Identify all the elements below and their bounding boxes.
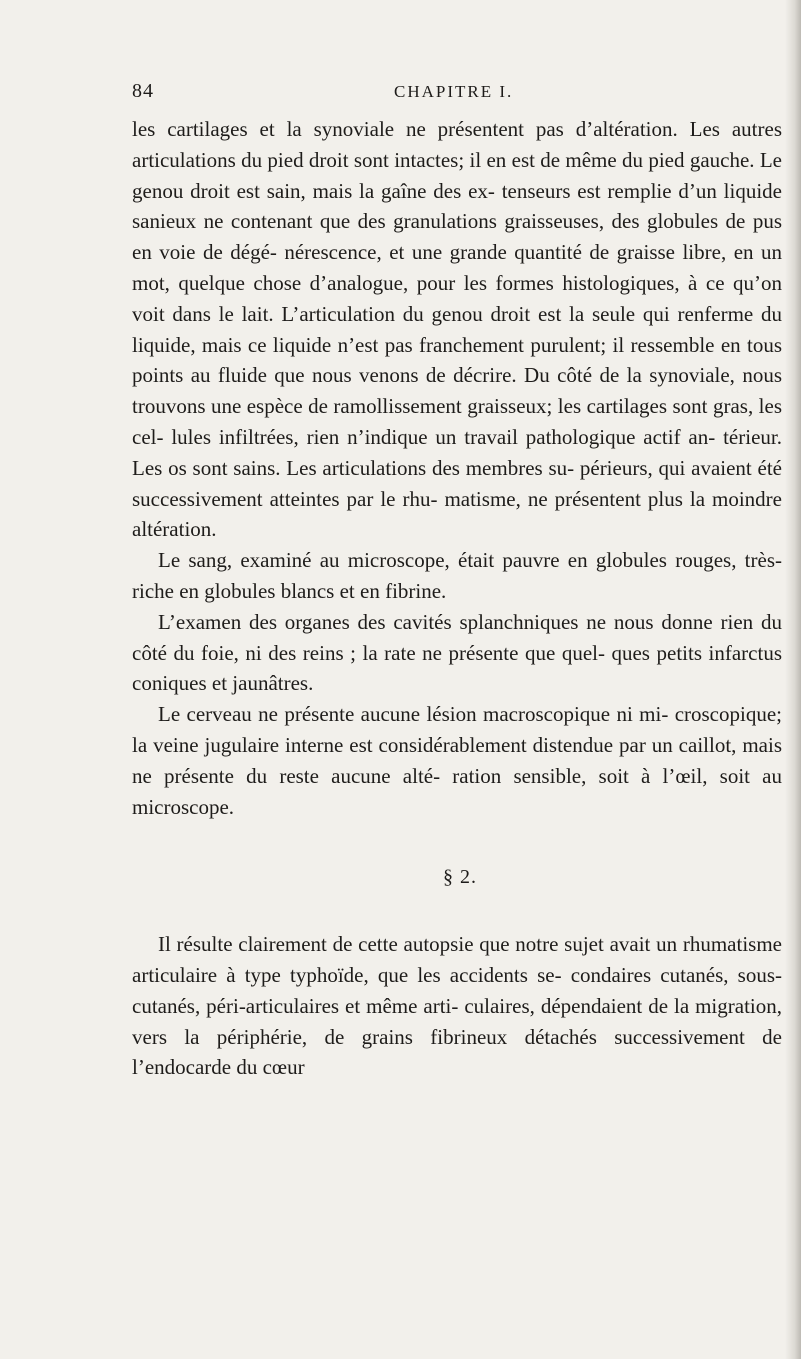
page-header xyxy=(132,80,782,110)
paragraph-brain: Le cerveau ne présente aucune lésion macroscopique ni mi- croscopique; la veine jugulaire interne est considérablement distendue par un caillot, mais ne présente du reste aucune alté- ration sensible, soit à l’œil, soit au microscope. xyxy=(132,702,782,819)
paragraph-continued: les cartilages et la synoviale ne présentent pas d’altération. Les autres articulations du pied droit sont intactes; il en est de même du pied gauche. Le genou droit est sain, mais la gaîne des ex- tenseurs est remplie d’un liquide sanieux ne contenant que des granulations graisseuses, des globules de pus en voie de dégé- nérescence, et une grande quantité de graisse libre, en un mot, quelque chose d’analogue, pour les formes histologiques, à ce qu’on voit dans le lait. L’articulation du genou droit est la seule qui renferme du liquide, mais ce liquide n’est pas franchement purulent; il ressemble en tous points au fluide que nous venons de décrire. Du côté de la synoviale, nous trouvons une espèce de ramollissement graisseux; les cartilages sont gras, les cel- lules infiltrées, rien n’indique un travail pathologique actif an- térieur. Les os sont sains. Les articulations des membres su- périeurs, qui avaient été successivement atteintes par le rhu- matisme, ne présentent plus la moindre altération. xyxy=(132,117,782,542)
running-head: CHAPITRE I. xyxy=(394,82,514,101)
paragraph-conclusion: Il résulte clairement de cette autopsie que notre sujet avait un rhumatisme articulaire à type typhoïde, que les accidents se- condaires cutanés, sous-cutanés, péri-articulaires et même arti- culaires, dépendaient de la migration, vers la périphérie, de grains fibrineux détachés successivement de l’endocarde du cœur xyxy=(132,932,782,1080)
body-text xyxy=(132,114,782,1083)
page-number: 84 xyxy=(132,80,154,102)
section-heading: § 2. xyxy=(443,866,477,889)
paragraph-blood: Le sang, examiné au microscope, était pauvre en globules rouges, très-riche en globules blancs et en fibrine. xyxy=(132,548,782,603)
page-edge-shadow xyxy=(785,0,801,1359)
paragraph-organs: L’examen des organes des cavités splanchniques ne nous donne rien du côté du foie, ni des reins ; la rate ne présente que quel- ques petits infarctus coniques et jaunâtres. xyxy=(132,609,782,696)
